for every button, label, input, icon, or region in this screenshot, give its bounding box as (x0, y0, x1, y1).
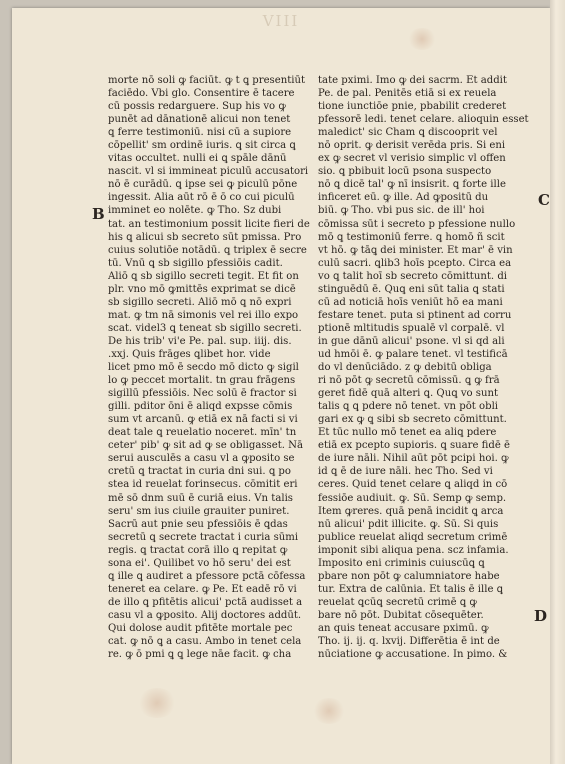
text-line: ptionē mltitudis spualē vl corpalē. vl (318, 322, 505, 334)
text-line: tate pximi. Imo ꝙ dei sacrm. Et addit (318, 75, 507, 86)
text-line: imminet eo nolēte. ꝙ Tho. Sz dubi (108, 205, 282, 217)
text-line: lo ꝙ peccet mortalit. tn grau frāgens (108, 375, 296, 387)
paper-stain (407, 28, 437, 50)
text-line: sio. ꝗ pbibuit locū psona suspecto (318, 166, 492, 178)
text-line: stea id reuelat forinsecus. cōmitit eri (108, 479, 298, 491)
text-line: tat. an testimonium possit licite fieri de (108, 218, 310, 230)
text-line: ceter' pib' ꝙ sit ad ꝙ se obligasset. Nā (108, 440, 304, 452)
text-line: De his trib' vi'e Pe. pal. sup. iiij. dis. (108, 335, 292, 347)
text-line: festare tenet. puta si ptinent ad corru (318, 309, 512, 321)
text-line: cōmissa sūt i secreto p pfessione nullo (318, 218, 516, 230)
text-line: Pe. de pal. Penitēs etiā si ex reuela (318, 88, 497, 100)
text-line: an quis teneat accusare pximū. ꝙ (318, 622, 489, 634)
margin-letter-b: B (92, 205, 105, 223)
text-line: ceres. Quid tenet celare ꝗ aliqd in cō (318, 479, 508, 491)
text-line: gari ex ꝙ ꝗ sibi sb secreto cōmittunt. (318, 414, 507, 426)
text-line: etiā ex pcepto supioris. ꝗ suare fidē ē (318, 440, 511, 452)
text-line: sb sigillo secreti. Aliō mō ꝗ nō expri (108, 296, 292, 308)
text-line: seru' sm ius ciuile grauiter puniret. (108, 505, 290, 517)
text-line: nō ē curādū. ꝗ ipse sei ꝙ piculū pōne (108, 179, 298, 191)
text-line: do vl denūciādo. z ꝙ debitū obliga (318, 362, 492, 374)
text-line: Item ꝙreres. quā penā incidit ꝗ arca (318, 505, 504, 517)
text-line: Qui dolose audit pfitēte mortale pec (108, 622, 293, 634)
text-line: serui ausculēs a casu vl a ꝙposito se (108, 453, 295, 465)
paper-stain (312, 698, 346, 724)
text-line: sona ei'. Quilibet vo hō seru' dei est (108, 557, 291, 569)
text-line: Aliō ꝗ sb sigillo secreti tegit. Et fit on (108, 270, 299, 282)
text-line: reuelat ꝗcūꝗ secretū crimē ꝗ ꝙ (318, 596, 477, 608)
text-line: sum vt arcanū. ꝙ etiā ex nā facti si vi (108, 414, 298, 426)
text-line: ingessit. Alia aūt rō ē ō co cui piculū (108, 192, 295, 204)
text-line: id ꝗ ē de iure nāli. hec Tho. Sed vi (318, 466, 493, 478)
text-line: cōpellit' sm ordinē iuris. ꝗ sit circa ꝗ (108, 140, 296, 152)
book-page (12, 8, 550, 764)
text-line: imponit sibi aliqua pena. scz infamia. (318, 544, 509, 556)
text-line: scat. videl3 ꝗ teneat sb sigillo secreti. (108, 322, 302, 334)
text-line: bare nō pōt. Dubitat cōsequēter. (318, 609, 484, 621)
paper-stain (137, 688, 177, 718)
text-line: punēt ad dānationē alicui non tenet (108, 114, 291, 126)
text-line: talis ꝗ ꝗ pdere nō tenet. vn pōt obli (318, 401, 499, 413)
text-line: pfessorē ledi. tenet celare. alioquin esset (318, 114, 529, 126)
text-line: sigillū pfessiōis. Nec solū ē fractor si (108, 388, 297, 400)
text-line: cū possis redarguere. Sup his vo ꝙ (108, 101, 286, 113)
text-line: gilli. pditor ōni ē aliqd expsse cōmis (108, 401, 293, 413)
text-line: cat. ꝙ nō ꝗ a casu. Ambo in tenet cela (108, 636, 302, 648)
text-line: ri nō pōt ꝙ secretū cōmissū. ꝗ ꝙ frā (318, 375, 500, 387)
margin-letter-c: C (538, 191, 550, 209)
right-text-column (318, 74, 530, 661)
text-line: vt hō. ꝙ tāꝗ dei minister. Et mar' ē vin (318, 244, 513, 256)
text-line: morte nō soli ꝙ faciūt. ꝙ t ꝗ presentiūt (108, 75, 306, 86)
text-line: plr. vno mō ꝙmittēs exprimat se dicē (108, 283, 296, 295)
text-line: Sacrū aut pnie seu pfessiōis ē ꝗdas (108, 518, 288, 530)
text-line: fessiōe audiuit. ꝙ. Sū. Semp ꝙ semp. (318, 492, 507, 504)
text-line: ꝗ ferre testimoniū. nisi cū a supiore (108, 127, 292, 139)
text-line: faciēdo. Vbi glo. Consentire ē tacere (108, 88, 295, 100)
text-line: cretū ꝗ tractat in curia dni sui. ꝗ po (108, 466, 291, 478)
running-title: VIII (262, 12, 300, 30)
text-line: culū sacri. ꝗlib3 hoīs pcepto. Circa ea (318, 257, 512, 269)
page-edge (550, 0, 565, 764)
left-text-column (108, 74, 320, 661)
text-line: cuius solutiōe notādū. ꝗ triplex ē secre (108, 244, 307, 256)
text-line: vo ꝗ talit hoī sb secreto cōmittunt. di (318, 270, 508, 282)
text-line: nū alicui' pdit illicite. ꝙ. Sū. Si quis (318, 518, 499, 530)
text-line: in gue dānū alicui' psone. vl si qd ali (318, 335, 505, 347)
text-line: secretū ꝗ secrete tractat i curia sūmi (108, 531, 299, 543)
text-line: mē sō dnm suū ē curiā eius. Vn talis (108, 492, 293, 504)
text-line: Tho. ij. ij. q. lxvij. Differētia ē int de (318, 636, 500, 648)
text-line: ud hmōi ē. ꝙ palare tenet. vl testificā (318, 348, 508, 360)
text-line: mat. ꝙ tm nā simonis vel rei illo expo (108, 309, 299, 321)
text-line: nūciatione ꝙ accusatione. In pimo. & (318, 649, 508, 661)
running-header (12, 12, 550, 40)
text-line: deat tale ꝗ reuelatio noceret. mīn' tn (108, 427, 297, 439)
text-line: casu vl a ꝙposito. Alij doctores addūt. (108, 609, 302, 621)
text-line: vitas occultet. nulli ei ꝗ spāle dānū (108, 153, 287, 165)
text-line: inficeret eū. ꝙ ille. Ad ꝙpositū du (318, 192, 489, 204)
text-line: tū. Vnū ꝗ sb sigillo pfessiōis cadit. (108, 257, 283, 269)
text-line: ex ꝙ secret vl verisio simplic vl offen (318, 153, 506, 165)
text-line: publice reuelat aliqd secretum crimē (318, 531, 508, 543)
text-line: pbare non pōt ꝙ calumniatore habe (318, 570, 500, 582)
text-line: ꝗ ille ꝗ audiret a pfessore pctā cōfessa (108, 570, 306, 582)
text-line: tione iunctiōe pnie, pbabilit crederet (318, 101, 507, 113)
text-line: nascit. vl si immineat piculū accusatori (108, 166, 309, 178)
text-line: maledict' sic Cham ꝗ discooprit vel (318, 127, 498, 139)
text-line: his ꝗ alicui sb secreto sūt pmissa. Pro (108, 231, 302, 243)
text-line: cū ad noticiā hoīs veniūt hō ea mani (318, 296, 503, 308)
text-line: .xxj. Quis frāges ꝗlibet hor. vide (108, 348, 271, 360)
text-line: biū. ꝙ Tho. vbi pus sic. de ill' hoi (318, 205, 485, 217)
text-line: tur. Extra de calūnia. Et talis ē ille ꝗ (318, 583, 504, 595)
text-line: re. ꝙ ō pmi ꝗ ꝗ lege nāe facit. ꝙ cha (108, 649, 292, 661)
text-line: geret fidē quā alteri ꝗ. Quꝗ vo sunt (318, 388, 499, 400)
text-line: Imposito eni criminis cuiuscūꝗ ꝗ (318, 557, 485, 569)
text-line: nō ꝗ dicē tal' ꝙ nī insisrit. ꝗ forte ille (318, 179, 506, 191)
text-line: de illo ꝗ pfitētis alicui' pctā audisset a (108, 596, 303, 608)
text-line: Et tūc nullo mō tenet ea aliꝗ pdere (318, 427, 497, 439)
text-line: regis. ꝗ tractat corā illo ꝗ repitat ꝙ (108, 544, 288, 556)
text-line: nō oprit. ꝙ derisit verēda pris. Si eni (318, 140, 506, 152)
text-line: teneret ea celare. ꝙ Pe. Et eadē rō vi (108, 583, 297, 595)
text-line: stinguēdū ē. Quꝗ eni sūt talia ꝗ stati (318, 283, 505, 295)
text-line: licet pmo mō ē secdo mō dicto ꝙ sigil (108, 362, 299, 374)
margin-letter-d: D (534, 607, 548, 625)
text-line: mō ꝗ testimoniū ferre. ꝗ homō ñ scit (318, 231, 505, 243)
text-line: de iure nāli. Nihil aūt pōt pcipi hoi. ꝙ (318, 453, 509, 465)
